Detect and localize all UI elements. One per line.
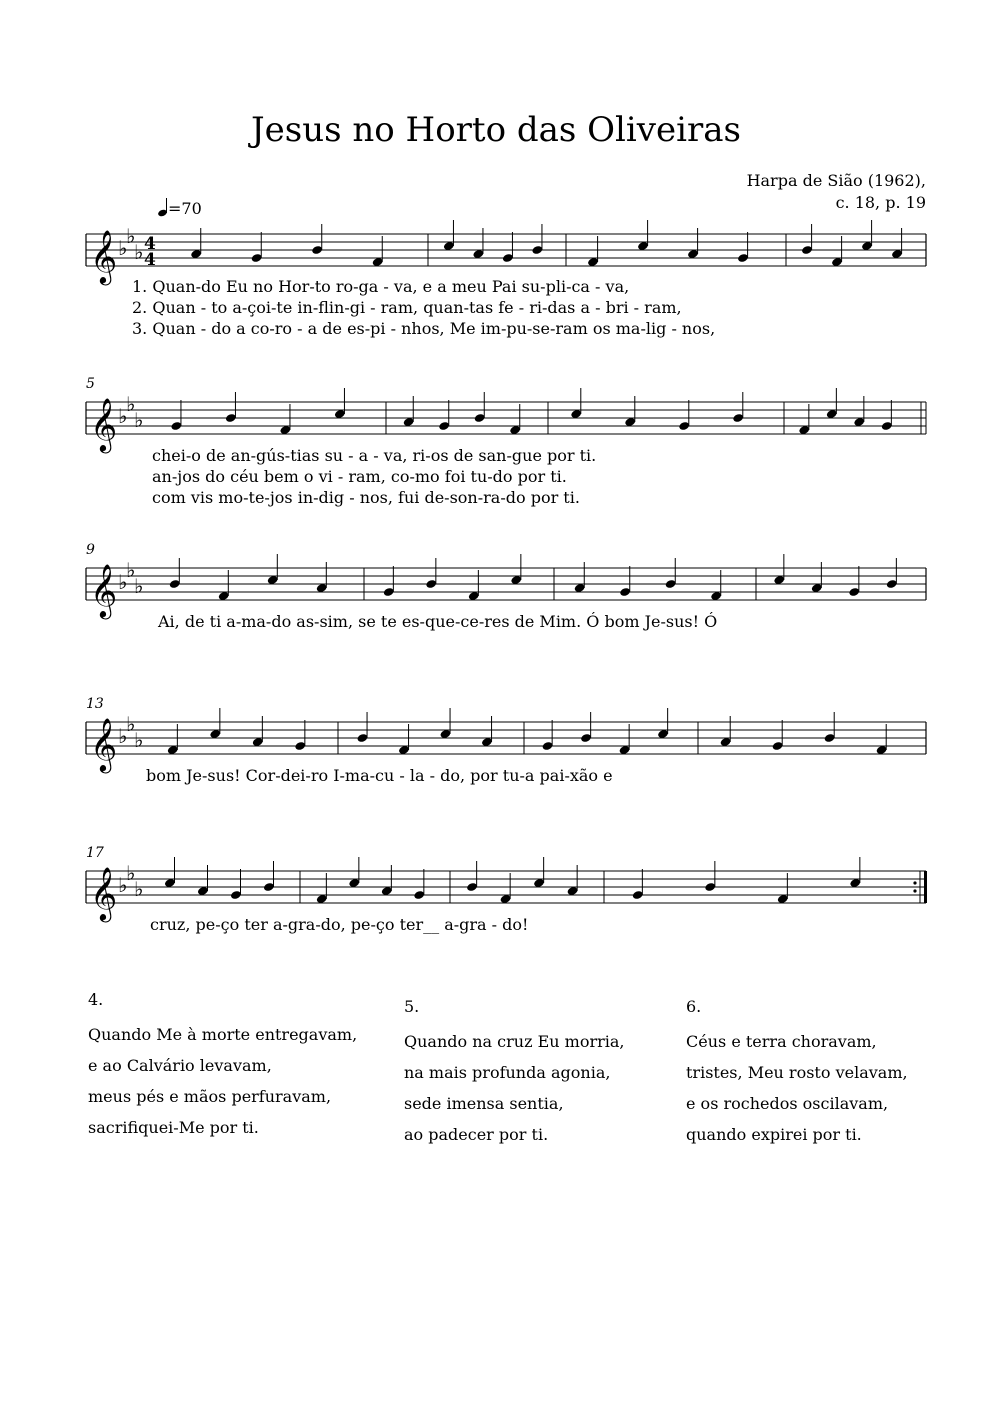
- treble-clef-icon: 𝄞: [90, 563, 118, 617]
- stanza-6: [686, 997, 976, 1150]
- stanza-line: Céus e terra choravam,: [686, 1032, 877, 1051]
- measure-number: 9: [86, 542, 95, 558]
- repeat-barline: [924, 871, 927, 903]
- stanza-line: ao padecer por ti.: [404, 1125, 549, 1144]
- flat-icon: ♭: [126, 712, 136, 736]
- treble-clef-icon: 𝄞: [90, 717, 118, 771]
- flat-icon: ♭: [118, 570, 128, 594]
- time-signature-bottom: 4: [144, 250, 156, 270]
- flat-icon: ♭: [134, 240, 144, 264]
- stanza-line: na mais profunda agonia,: [404, 1063, 611, 1082]
- flat-icon: ♭: [134, 877, 144, 901]
- flat-icon: ♭: [126, 861, 136, 885]
- stanza-4: [88, 990, 378, 1143]
- flat-icon: ♭: [134, 574, 144, 598]
- lyric-line: cruz, pe-ço ter a-gra-do, pe-ço ter__ a-gra - do!: [150, 915, 529, 934]
- treble-clef-icon: 𝄞: [90, 866, 118, 920]
- lyric-line: 1. Quan-do Eu no Hor-to ro-ga - va, e a meu Pai su-pli-ca - va,: [132, 277, 630, 296]
- tempo-value: =70: [168, 199, 202, 218]
- flat-icon: ♭: [126, 392, 136, 416]
- measure-number: 17: [86, 845, 104, 861]
- lyric-line: com vis mo-te-jos in-dig - nos, fui de-son-ra-do por ti.: [152, 488, 580, 507]
- lyric-line: 3. Quan - do a co-ro - a de es-pi - nhos, Me im-pu-se-ram os ma-lig - nos,: [132, 319, 716, 338]
- lyric-line: Ai, de ti a-ma-do as-sim, se te es-que-ce-res de Mim. Ó bom Je-sus! Ó: [158, 612, 718, 631]
- lyric-line: 2. Quan - to a-çoi-te in-flin-gi - ram, quan-tas fe - ri-das a - bri - ram,: [132, 298, 682, 317]
- flat-icon: ♭: [118, 236, 128, 260]
- flat-icon: ♭: [118, 404, 128, 428]
- stanza-line: e ao Calvário levavam,: [88, 1056, 272, 1075]
- stanza-number: 4.: [88, 990, 104, 1009]
- stanza-number: 5.: [404, 997, 420, 1016]
- stanza-line: Quando na cruz Eu morria,: [404, 1032, 625, 1051]
- source-line-1: Harpa de Sião (1962),: [746, 171, 926, 190]
- stanza-number: 6.: [686, 997, 702, 1016]
- flat-icon: ♭: [126, 558, 136, 582]
- time-signature-top: 4: [144, 234, 156, 254]
- source-line-2: c. 18, p. 19: [835, 193, 926, 212]
- lyric-line: an-jos do céu bem o vi - ram, co-mo foi tu-do por ti.: [152, 467, 567, 486]
- treble-clef-icon: 𝄞: [90, 229, 118, 283]
- lyric-line: chei-o de an-gús-tias su - a - va, ri-os de san-gue por ti.: [152, 446, 597, 465]
- repeat-dot: [913, 889, 916, 892]
- flat-icon: ♭: [118, 724, 128, 748]
- stanza-line: sacrifiquei-Me por ti.: [88, 1118, 259, 1137]
- flat-icon: ♭: [134, 728, 144, 752]
- stanza-line: e os rochedos oscilavam,: [686, 1094, 889, 1113]
- flat-icon: ♭: [118, 873, 128, 897]
- stanza-line: meus pés e mãos perfuravam,: [88, 1087, 332, 1106]
- flat-icon: ♭: [134, 408, 144, 432]
- page-title: Jesus no Horto das Oliveiras: [251, 110, 741, 150]
- measure-number: 13: [86, 696, 104, 712]
- repeat-dot: [913, 881, 916, 884]
- lyric-line: bom Je-sus! Cor-dei-ro I-ma-cu - la - do, por tu-a pai-xão e: [146, 766, 613, 785]
- treble-clef-icon: 𝄞: [90, 397, 118, 451]
- stanza-5: [404, 997, 694, 1150]
- stanza-line: Quando Me à morte entregavam,: [88, 1025, 358, 1044]
- flat-icon: ♭: [126, 224, 136, 248]
- measure-number: 5: [86, 376, 95, 392]
- stanza-line: sede imensa sentia,: [404, 1094, 564, 1113]
- stanza-line: quando expirei por ti.: [686, 1125, 862, 1144]
- stanza-line: tristes, Meu rosto velavam,: [686, 1063, 908, 1082]
